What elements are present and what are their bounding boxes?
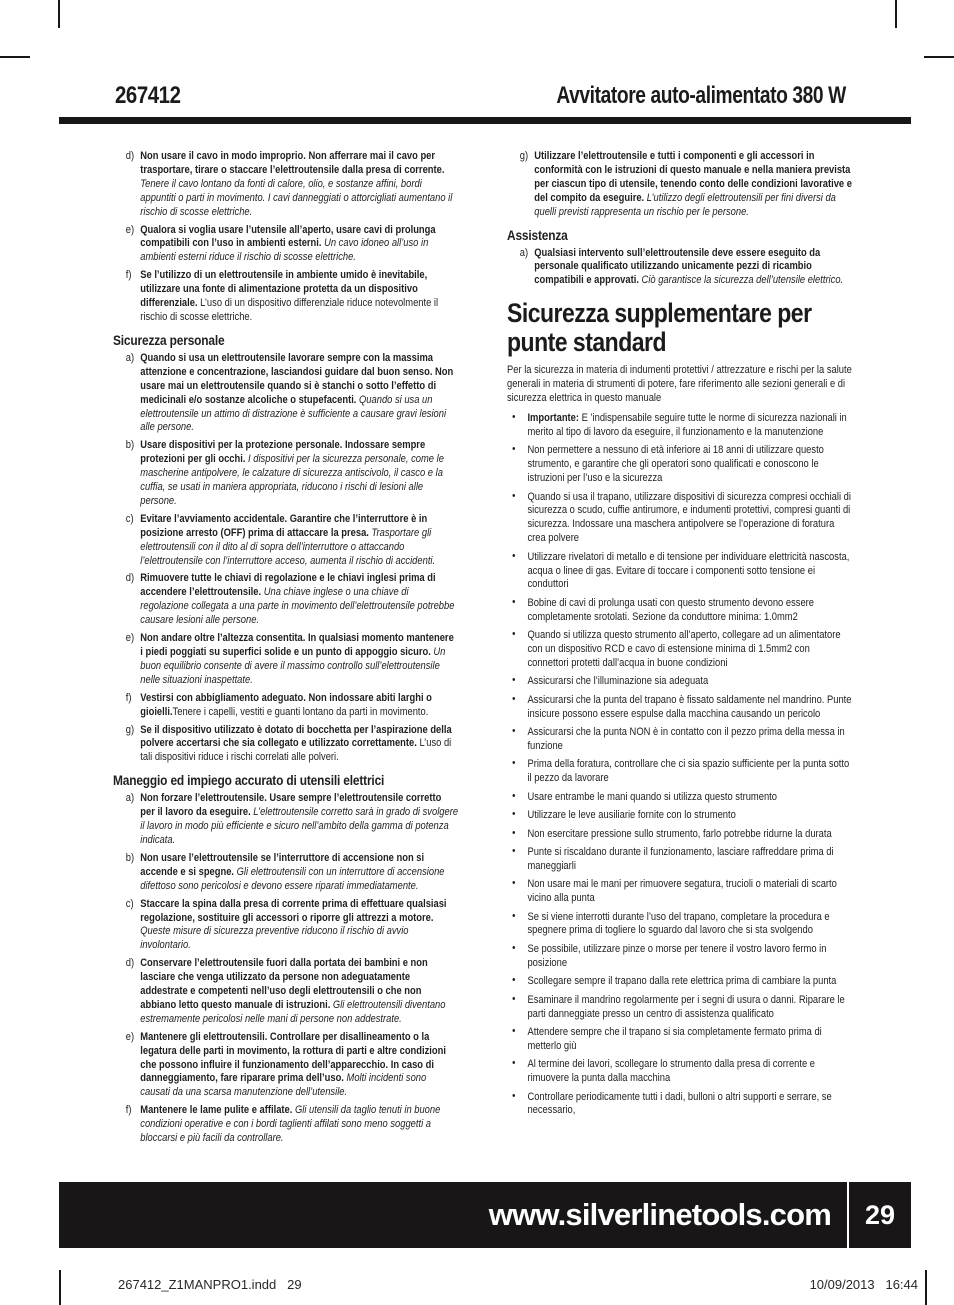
bullet-text: Importante:: [527, 411, 579, 424]
bullet-item: [507, 597, 852, 625]
header-rule: [59, 117, 911, 124]
bullet-icon: •: [512, 974, 516, 987]
bullet-text: Utilizzare le leve ausiliarie fornite con lo strumento: [527, 809, 736, 822]
item-label: a): [519, 246, 529, 259]
bullet-text: Al termine dei lavori, scollegare lo strumento dalla presa di corrente e rimuovere la punta dalla macchina: [527, 1058, 815, 1085]
item-text: Tenere il cavo lontano da fonti di calore, olio, e sostanze affini, bordi appuntiti o parti in movimento. I cavi danneggiati o attorcigliati aumentano il rischio di scosse elettriche.: [140, 177, 453, 218]
bullet-list: [507, 412, 852, 1118]
list-item: [113, 957, 458, 1027]
item-text: Qualora si voglia usare l’utensile all’aperto, usare cavi di prolunga compatibili con l’uso in ambienti esterni.: [140, 223, 436, 250]
bullet-text: Attendere sempre che il trapano si sia completamente fermato prima di metterlo giù: [527, 1025, 822, 1052]
bullet-text: Punte si riscaldano durante il funzionamento, lasciare raffreddare prima di maneggiarli: [527, 845, 834, 872]
bullet-icon: •: [512, 941, 516, 954]
bullet-item: [507, 943, 852, 971]
bullet-text: Utilizzare rivelatori di metallo e di tensione per individuare elettricità nascosta, acqua o linee di gas. Evitare di toccare i componenti sotto tensione ei conduttori: [527, 550, 850, 591]
item-label: b): [125, 439, 135, 452]
bullet-icon: •: [512, 1089, 516, 1102]
item-text: Una chiave inglese o una chiave di regolazione collegata a una parte in movimento dell’elettroutensile potrebbe causare lesioni alle persone.: [140, 586, 455, 627]
item-label: f): [125, 1104, 132, 1117]
list-item: [113, 513, 458, 569]
item-text: Un buon equilibrio consente di avere il massimo controllo sull’elettroutensile nelle situazioni inaspettate.: [140, 646, 446, 686]
item-text: Un cavo idoneo all’uso in ambienti esterni riduce il rischio di scosse elettriche.: [140, 237, 429, 264]
bullet-text: Usare entrambe le mani quando si utilizza questo strumento: [527, 790, 777, 803]
product-code: 267412: [115, 82, 181, 109]
bullet-item: [507, 694, 852, 722]
bullet-text: Se possibile, utilizzare pinze o morse per tenere il vostro lavoro fermo in posizione: [527, 942, 827, 969]
item-text: Non usare il cavo in modo improprio. Non afferrare mai il cavo per trasportare, tirare o staccare l’elettroutensile dalla presa di corrente.: [140, 150, 445, 176]
list-item: [113, 898, 458, 954]
bullet-item: [507, 809, 852, 823]
item-label: e): [125, 632, 135, 645]
bullet-item: [507, 1026, 852, 1054]
item-text: L’uso di tali dispositivi riduce i rischi correlati alle polveri.: [140, 737, 452, 764]
crop-mark: [59, 1270, 61, 1305]
bullet-icon: •: [512, 826, 516, 839]
crop-mark: [925, 1270, 927, 1305]
bullet-text: Non esercitare pressione sullo strumento, farlo potrebbe ridurne la durata: [527, 827, 832, 840]
bullet-item: [507, 444, 852, 486]
list-item: [113, 1031, 458, 1101]
bullet-text: Esaminare il mandrino regolarmente per i segni di usura o danni. Riparare le parti danneggiate presso un centro di assistenza qualificato: [527, 993, 845, 1020]
bullet-icon: •: [512, 1024, 516, 1037]
bullet-item: [507, 911, 852, 939]
bullet-text: Assicurarsi che l’illuminazione sia adeguata: [527, 675, 709, 688]
bullet-text: Se si viene interrotti durante l’uso del trapano, completare la procedura e spegnere prima di togliere lo sguardo dal lavoro che si sta svolgendo: [527, 910, 830, 937]
item-label: f): [125, 269, 132, 282]
bullet-text: Assicurarsi che la punta NON è in contatto con il pezzo prima della messa in funzione: [527, 726, 845, 752]
item-text: Molti incidenti sono causati da una scarsa manutenzione dell’utensile.: [140, 1072, 427, 1099]
bullet-item: [507, 828, 852, 842]
list-item: [507, 247, 852, 289]
print-timestamp: 10/09/2013 16:44: [809, 1277, 918, 1292]
bullet-icon: •: [512, 489, 516, 502]
item-label: c): [125, 512, 134, 525]
item-label: d): [125, 150, 135, 162]
item-text: Quando si usa un elettroutensile un attimo di distrazione è sufficiente a causare gravi lesioni alle persone.: [140, 393, 447, 434]
item-text: Qualsiasi intervento sull’elettroutensile deve essere eseguito da personale qualificato utilizzando unicamente pezzi di ricambio compatibili e approvati.: [534, 246, 821, 287]
crop-mark: [924, 56, 954, 58]
item-text: Mantenere le lame pulite e affilate.: [140, 1104, 295, 1117]
item-text: L’elettroutensile corretto sarà in grado di svolgere il lavoro in modo più efficiente e sicuro nell’ambito della gamma di potenza indicata.: [140, 806, 459, 846]
bullet-item: [507, 878, 852, 906]
page-header: [115, 80, 846, 110]
item-text: Ciò garantisce la sicurezza dell’utensile elettrico.: [641, 274, 844, 287]
section-heading: Assistenza: [507, 226, 568, 243]
bullet-icon: •: [512, 757, 516, 770]
item-text: Evitare l’avviamento accidentale. Garantire che l’interruttore è in posizione arresto (OFF) prima di attaccare la presa.: [140, 512, 428, 539]
bullet-icon: •: [512, 628, 516, 641]
list-item: [113, 852, 458, 894]
item-text: Conservare l’elettroutensile fuori dalla portata dei bambini e non lasciare che venga utilizzato da persone non adeguatamente addestrate e competenti nell’uso degli elettroutensili o che non abbiano letto questo manuale di istruzioni.: [140, 957, 428, 1011]
item-text: Non forzare l’elettroutensile. Usare sempre l’elettroutensile corretto per il lavoro da eseguire.: [140, 792, 442, 819]
item-text: Se l’utilizzo di un elettroutensile in ambiente umido è inevitabile, utilizzare una fonte di alimentazione protetta da un dispositivo differenziale.: [140, 269, 428, 310]
bullet-icon: •: [512, 789, 516, 802]
bullet-icon: •: [512, 808, 516, 821]
item-text: Non andare oltre l’altezza consentita. In qualsiasi momento mantenere i piedi poggiati su superfici solide e un punto di appoggio sicuro.: [140, 632, 454, 658]
item-text: Trasportare gli elettroutensili con il dito al di sopra dell’interruttore o attaccando l’elettroutensile con l’interruttore acceso, aumenta il rischio di accidenti.: [140, 526, 436, 567]
bullet-item: [507, 491, 852, 547]
bullet-text: Quando si utilizza questo strumento all’aperto, collegare ad un alimentatore con un dispositivo RCD e cavo di estensione minima di 1.5mm2 con connettori protetti dall’acqua in buone condizioni: [527, 629, 841, 669]
item-label: b): [125, 851, 135, 864]
bullet-item: [507, 1091, 852, 1119]
item-text: Utilizzare l’elettroutensile e tutti i componenti e gli accessori in conformità con le istruzioni di questo manuale e nella maniera prevista per ciascun tipo di utensile, tenendo conto delle condizioni lavorative e del compito da eseguire.: [534, 150, 852, 204]
section-title: Sicurezza supplementare per punte standard: [507, 298, 812, 358]
item-text: Staccare la spina dalla presa di corrente prima di effettuare qualsiasi regolazione, sostituire gli accessori o riporre gli attrezzi a motore.: [140, 897, 447, 924]
item-text: Quando si usa un elettroutensile lavorare sempre con la massima attenzione e concentrazione, lasciandosi guidare dal buon senso. Non usare mai un elettroutensile quando si è stanchi o sotto l’effetto di medicinali e/o sostanze alcoliche o stupefacenti.: [140, 351, 454, 406]
item-label: a): [125, 792, 135, 805]
list-item: [113, 1104, 458, 1146]
bullet-text: Non usare mai le mani per rimuovere segatura, trucioli o materiali di scarto vicino alla punta: [527, 878, 837, 905]
bullet-icon: •: [512, 410, 516, 423]
bullet-item: [507, 975, 852, 989]
bullet-icon: •: [512, 674, 516, 687]
list-item: [113, 792, 458, 848]
bullet-item: [507, 629, 852, 671]
bullet-item: [507, 675, 852, 689]
page-number: 29: [864, 1199, 896, 1230]
item-text: Tenere i capelli, vestiti e guanti lontano da parti in movimento.: [172, 705, 429, 718]
print-filename: 267412_Z1MANPRO1.indd 29: [118, 1277, 302, 1292]
crop-mark: [0, 56, 30, 58]
item-text: Gli elettroutensili con un interruttore di accensione difettoso sono pericolosi e devono essere riparati immediatamente.: [140, 865, 445, 892]
item-text: Gli utensili da taglio tenuti in buone condizioni operative e con i bordi taglienti affilati sono meno soggetti a bloccarsi e più facili da controllare.: [140, 1104, 441, 1145]
item-text: Se il dispositivo utilizzato è dotato di bocchetta per l’aspirazione della polvere accertarsi che sia collegato e utilizzato correttamente.: [140, 723, 452, 750]
bullet-text: Scollegare sempre il trapano dalla rete elettrica prima di cambiare la punta: [527, 975, 837, 988]
bullet-icon: •: [512, 443, 516, 456]
bullet-icon: •: [512, 692, 516, 705]
bullet-icon: •: [512, 725, 516, 738]
item-text: Usare dispositivi per la protezione personale. Indossare sempre protezioni per gli occhi.: [140, 439, 426, 466]
intro-paragraph: Per la sicurezza in materia di indumenti protettivi / attrezzature e rischi per la salute generali in materia di strumenti di potere, fare riferimento alle sezioni generali e di sicurezza elettrica in questo manuale: [507, 364, 852, 405]
list-item: [113, 632, 458, 688]
bullet-icon: •: [512, 909, 516, 922]
item-text: L’uso di un dispositivo differenziale riduce notevolmente il rischio di scosse elettriche.: [140, 297, 439, 323]
bullet-text: Prima della foratura, controllare che ci sia spazio sufficiente per la punta sotto il pezzo da lavorare: [527, 758, 850, 785]
list-item: [113, 224, 458, 266]
bullet-item: [507, 412, 852, 440]
item-text: I dispositivi per la sicurezza personale, come le mascherine antipolvere, le calzature di sicurezza antiscivolo, il casco e la cuffia, se usati in maniera appropriata, riducono i rischi di lesioni alle persone.: [140, 453, 444, 507]
bullet-icon: •: [512, 844, 516, 857]
item-label: d): [125, 572, 135, 585]
bullet-text: Non permettere a nessuno di età inferiore ai 18 anni di utilizzare questo strumento, e garantire che gli operatori sono qualificati e conoscono le istruzioni per l’uso e la sicurezza: [527, 444, 824, 485]
bullet-icon: •: [512, 1057, 516, 1070]
bullet-item: [507, 758, 852, 786]
right-sections: [507, 150, 852, 288]
print-footer: [118, 1277, 918, 1292]
bullet-icon: •: [512, 992, 516, 1005]
right-column: [507, 150, 852, 1123]
website-url: www.silverlinetools.com: [488, 1197, 831, 1232]
bullet-icon: •: [512, 549, 516, 562]
crop-mark: [895, 0, 897, 28]
product-title: Avvitatore auto-alimentato 380 W: [556, 82, 846, 109]
bullet-icon: •: [512, 877, 516, 890]
item-label: e): [125, 223, 135, 236]
bullet-item: [507, 994, 852, 1022]
list-item: [113, 724, 458, 766]
item-text: Rimuovere tutte le chiavi di regolazione e le chiavi inglesi prima di accendere l’elettroutensile.: [140, 572, 436, 599]
item-label: f): [125, 691, 132, 704]
list-item: [113, 439, 458, 509]
item-text: Queste misure di sicurezza preventive riducono il rischio di avvio involontario.: [140, 925, 409, 952]
bullet-item: [507, 726, 852, 754]
section-heading: Maneggio ed impiego accurato di utensili elettrici: [113, 772, 385, 789]
list-item: [113, 692, 458, 720]
list-item: [113, 150, 458, 220]
footer-bar: [59, 1182, 911, 1248]
bullet-icon: •: [512, 595, 516, 608]
bullet-item: [507, 551, 852, 593]
item-text: Mantenere gli elettroutensili. Controllare per disallineamento o la legatura delle parti in movimento, la rottura di parti e altre condizioni che possono influire il funzionamento dell’apparecchio. In caso di danneggiamento, fare riparare prima dell’uso.: [140, 1030, 446, 1085]
list-item: [113, 269, 458, 325]
bullet-text: Controllare periodicamente tutti i dadi, bulloni o altri supporti e serrare, se necessario,: [527, 1090, 832, 1117]
bullet-item: [507, 1058, 852, 1086]
list-item: [113, 352, 458, 435]
item-text: L’utilizzo degli elettroutensili per fini diversi da quelli previsti rappresenta un rischio per le persone.: [534, 191, 836, 218]
list-item: [507, 150, 852, 220]
list-item: [113, 572, 458, 628]
bullet-text: Bobine di cavi di prolunga usati con questo strumento devono essere completamente srotolati. Sezione da conduttore minima: 1.0mm2: [527, 596, 814, 623]
bullet-text: Quando si usa il trapano, utilizzare dispositivi di sicurezza compresi occhiali di sicurezza o scudo, cuffie antirumore, e indumenti protettivi, compresi guanti di sicurezza. Indossare una maschera antipolvere se l’operazione di foratura crea polvere: [527, 490, 851, 545]
bullet-item: [507, 791, 852, 805]
bullet-item: [507, 846, 852, 874]
item-text: Gli elettroutensili diventano estremamente pericolosi nelle mani di persone non addestrate.: [140, 998, 446, 1025]
item-text: Non usare l’elettroutensile se l’interruttore di accensione non si accende e si spegne.: [140, 851, 425, 878]
item-label: d): [125, 957, 135, 970]
bullet-text: E ’indispensabile seguire tutte le norme di sicurezza nazionali in merito al tipo di lavoro da eseguire, il funzionamento e la manutenzione: [527, 411, 847, 438]
item-text: Vestirsi con abbigliamento adeguato. Non indossare abiti larghi o gioielli.: [140, 691, 432, 718]
item-label: c): [125, 897, 134, 910]
item-label: e): [125, 1030, 135, 1043]
crop-mark: [58, 0, 60, 28]
bullet-text: Assicurarsi che la punta del trapano è fissato saldamente nel mandrino. Punte insicure possono essere espulse dalla macchina causando un pericolo: [527, 693, 852, 720]
item-label: g): [125, 723, 135, 736]
item-label: a): [125, 351, 135, 364]
item-label: g): [519, 150, 529, 162]
left-column: [113, 150, 458, 1150]
section-heading: Sicurezza personale: [113, 331, 225, 348]
